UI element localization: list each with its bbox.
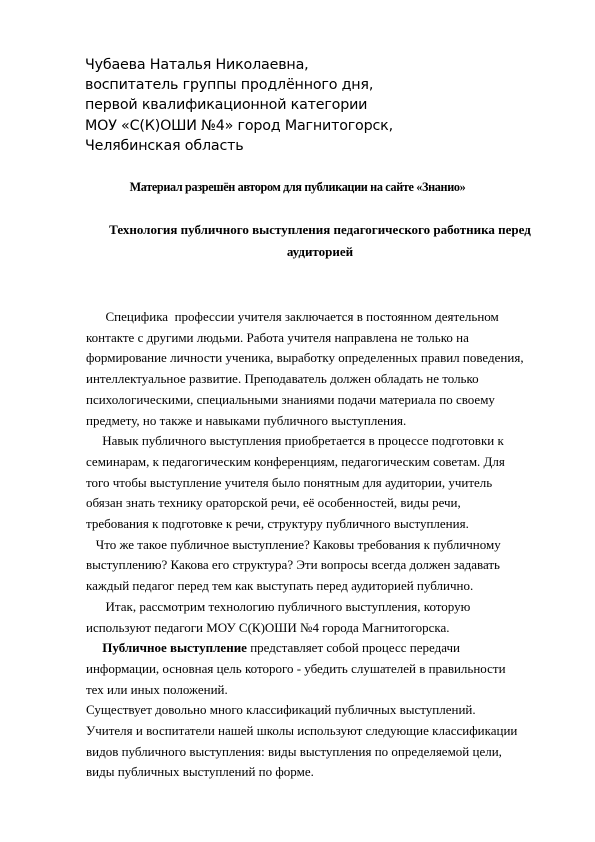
body-line: Существует довольно много классификаций публичных выступлений. (86, 702, 476, 718)
definition-indent (86, 640, 102, 655)
body-line: Итак, рассмотрим технологию публичного выступления, которую (86, 598, 471, 614)
definition-text: представляет собой процесс передачи (246, 640, 460, 656)
body-line: предмету, но также и навыками публичного выступления. (86, 412, 407, 428)
body-line: тех или иных положений. (86, 681, 228, 697)
author-name: Чубаева Наталья Николаевна, (85, 57, 309, 73)
body-line: формирование личности ученика, выработку определенных правил поведения, (86, 350, 524, 366)
body-line: Навык публичного выступления приобретается в процессе подготовки к (86, 433, 504, 449)
publication-notice: Материал разрешён автором для публикации на сайте «Знанио» (129, 180, 466, 194)
body-line: информации, основная цель которого - убедить слушателей в правильности (86, 660, 506, 676)
body-line: психологическими, специальными знаниями подачи материала по своему (86, 391, 495, 407)
definition-term: Публичное выступление (102, 640, 247, 656)
author-block (85, 55, 393, 156)
body-line: семинарам, к педагогическим конференциям, педагогическим советам. Для (86, 453, 505, 469)
body-line: выступлению? Какова его структура? Эти вопросы всегда должен задавать (86, 557, 500, 573)
definition-line (86, 638, 566, 659)
body-line: того чтобы выступление учителя было понятным для аудитории, учитель (86, 474, 493, 490)
body-text (86, 307, 566, 783)
body-line: Специфика профессии учителя заключается в постоянном деятельном (86, 309, 499, 324)
body-line: используют педагоги МОУ С(К)ОШИ №4 города Магнитогорска. (86, 619, 450, 635)
body-line: видов публичного выступления: виды выступления по определяемой цели, (86, 743, 502, 759)
author-category: первой квалификационной категории (85, 97, 368, 114)
title-line: Технология публичного выступления педагогического работника перед (109, 222, 531, 237)
author-region: Челябинская область (85, 137, 244, 154)
author-position: воспитатель группы продлённого дня, (85, 77, 374, 94)
body-line: контакте с другими людьми. Работа учителя направлена не только на (86, 329, 469, 345)
title-line: аудиторией (286, 243, 354, 259)
body-line: обязан знать технику ораторской речи, её особенностей, виды речи, (86, 495, 461, 511)
author-school: МОУ «С(К)ОШИ №4» город Магнитогорск, (85, 117, 393, 134)
body-line: требования к подготовке к речи, структуру публичного выступления. (86, 516, 469, 532)
body-line: интеллектуальное развитие. Преподаватель должен обладать не только (86, 371, 479, 387)
body-line: виды публичных выступлений по форме. (86, 764, 314, 780)
body-line: каждый педагог перед тем как выступать перед аудиторией публично. (86, 578, 474, 594)
document-title (60, 219, 580, 262)
body-line: Что же такое публичное выступление? Каковы требования к публичному (86, 536, 501, 552)
body-line: Учителя и воспитатели нашей школы используют следующие классификации (86, 723, 518, 739)
